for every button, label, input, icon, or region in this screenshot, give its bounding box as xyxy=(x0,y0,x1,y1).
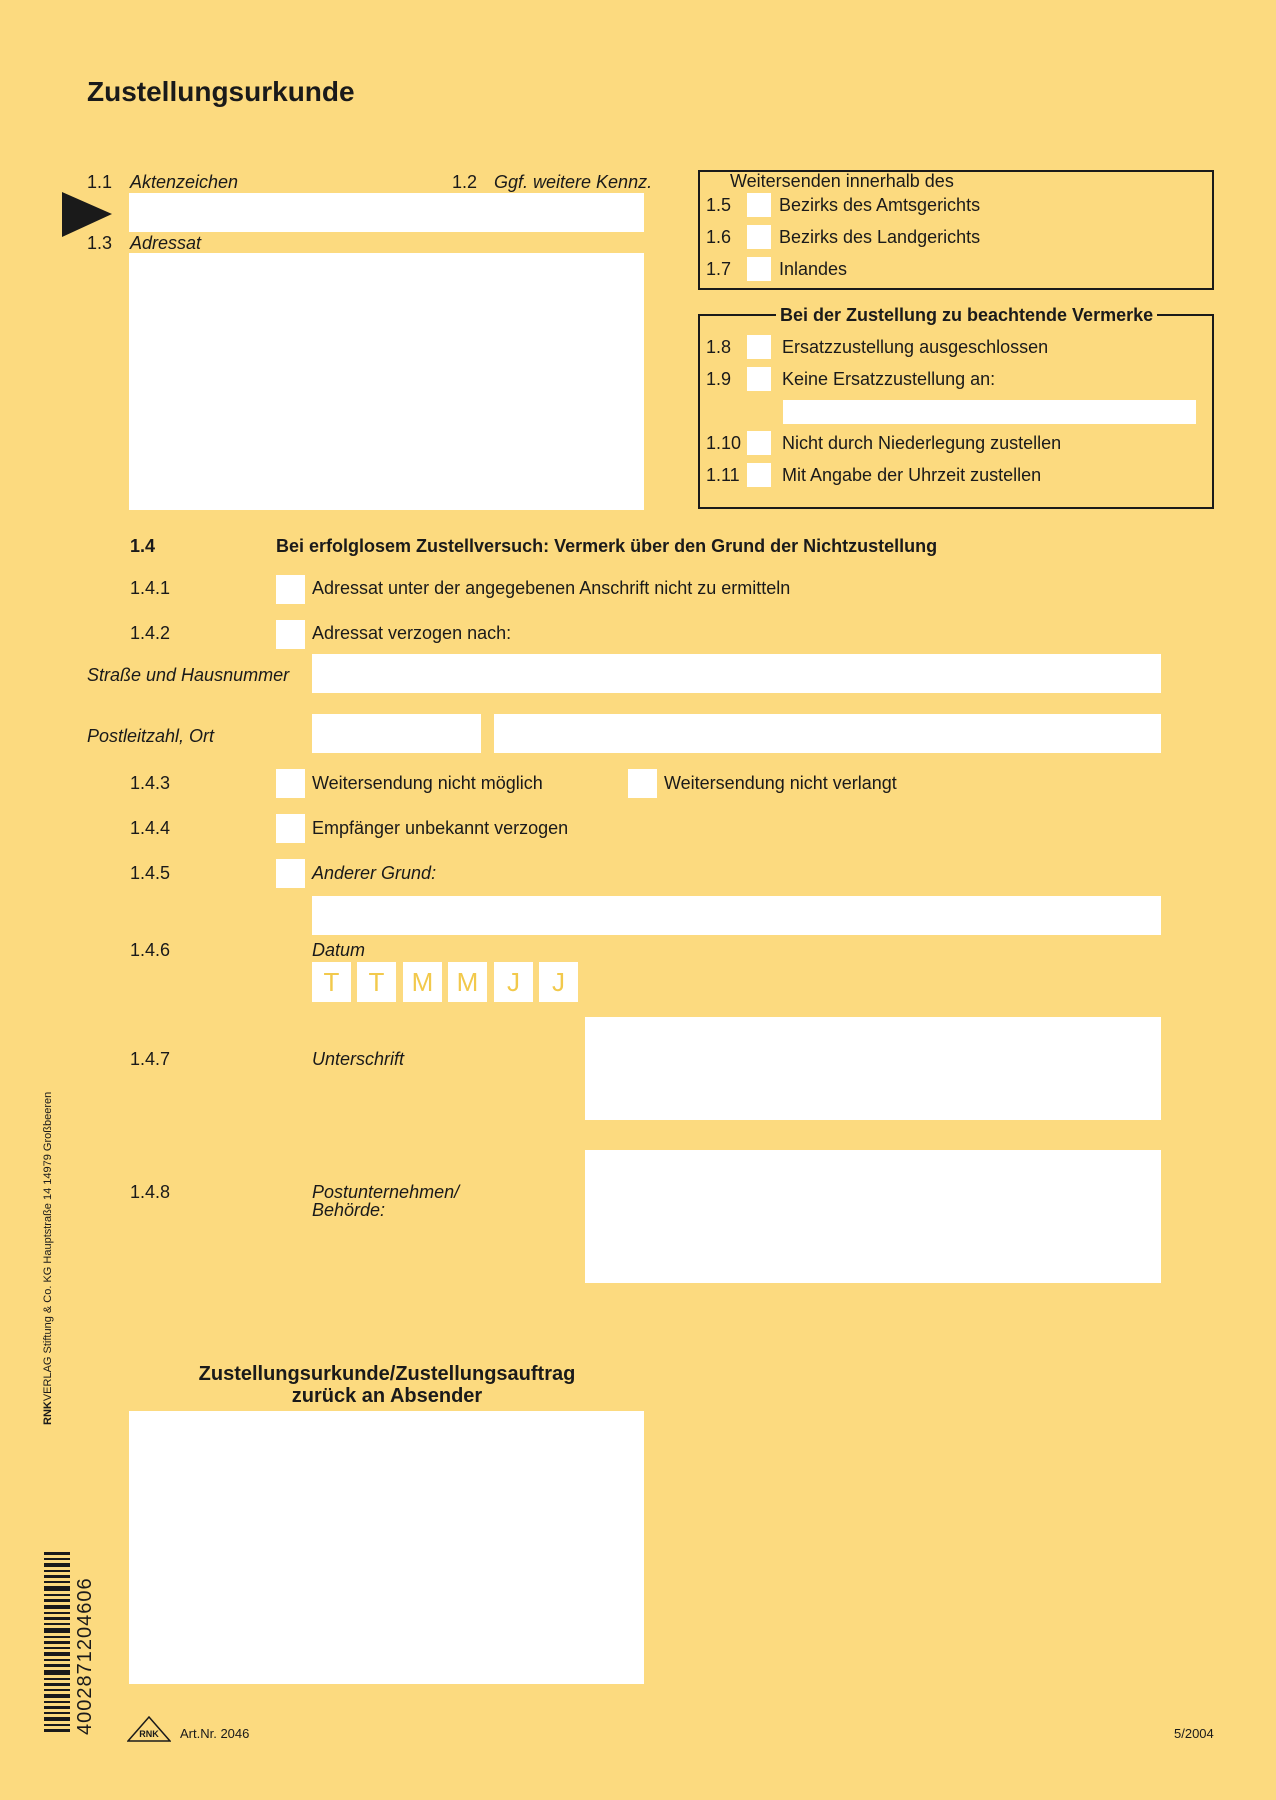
form-title: Zustellungsurkunde xyxy=(87,76,355,107)
field-1-1-number: 1.1 xyxy=(87,172,113,192)
field-1-3-label: Adressat xyxy=(130,233,202,253)
option-1-7-label: Inlandes xyxy=(779,259,848,279)
article-number: Art.Nr. 2046 xyxy=(180,1726,250,1741)
option-1-8-label: Ersatzzustellung ausgeschlossen xyxy=(782,337,1049,357)
item-1-4-5-label: Anderer Grund: xyxy=(312,863,437,883)
publisher-imprint-bold: RNK xyxy=(42,1401,54,1425)
option-1-11-checkbox[interactable] xyxy=(747,463,771,487)
street-label: Straße und Hausnummer xyxy=(87,665,290,685)
postal-authority-input[interactable] xyxy=(585,1150,1161,1283)
item-1-4-8-label-line2: Behörde: xyxy=(312,1200,386,1220)
section-1-4-number: 1.4 xyxy=(130,536,156,556)
rnk-logo-text: RNK xyxy=(139,1729,159,1739)
other-reason-input[interactable] xyxy=(312,896,1161,935)
notes-box-title: Bei der Zustellung zu beachtende Vermerke xyxy=(776,305,1157,325)
arrow-marker-icon xyxy=(62,192,112,237)
date-cell-year-1[interactable]: J xyxy=(494,962,533,1002)
rnk-logo-icon xyxy=(127,1716,171,1742)
option-1-7-number: 1.7 xyxy=(706,259,732,279)
option-1-11-label: Mit Angabe der Uhrzeit zustellen xyxy=(782,465,1042,485)
adressat-input[interactable] xyxy=(129,253,644,510)
item-1-4-3a-label: Weitersendung nicht möglich xyxy=(312,773,543,793)
keine-ersatzzustellung-input[interactable] xyxy=(783,400,1196,424)
item-1-4-3a-checkbox[interactable] xyxy=(276,769,305,798)
item-1-4-3b-checkbox[interactable] xyxy=(628,769,657,798)
barcode-number: 4002871204606 xyxy=(74,1577,96,1735)
field-1-2-label: Ggf. weitere Kennz. xyxy=(494,172,653,192)
option-1-6-checkbox[interactable] xyxy=(747,225,771,249)
item-1-4-6-number: 1.4.6 xyxy=(130,940,171,960)
option-1-6-label: Bezirks des Landgerichts xyxy=(779,227,981,247)
option-1-9-label: Keine Ersatzzustellung an: xyxy=(782,369,996,389)
return-heading-line1: Zustellungsurkunde/Zustellungsauftrag xyxy=(198,1363,576,1385)
option-1-10-label: Nicht durch Niederlegung zustellen xyxy=(782,433,1062,453)
street-input[interactable] xyxy=(312,654,1161,693)
item-1-4-2-checkbox[interactable] xyxy=(276,620,305,649)
item-1-4-4-label: Empfänger unbekannt verzogen xyxy=(312,818,569,838)
publisher-imprint-rest: VERLAG Stiftung & Co. KG Hauptstraße 14 14979 Großbeeren xyxy=(42,1091,54,1402)
field-1-2-number: 1.2 xyxy=(452,172,478,192)
option-1-10-number: 1.10 xyxy=(706,433,742,453)
item-1-4-1-checkbox[interactable] xyxy=(276,575,305,604)
city-input[interactable] xyxy=(494,714,1161,753)
item-1-4-5-checkbox[interactable] xyxy=(276,859,305,888)
item-1-4-2-number: 1.4.2 xyxy=(130,623,171,643)
forward-box-title: Weitersenden innerhalb des xyxy=(730,171,954,191)
date-cell-day-2[interactable]: T xyxy=(357,962,396,1002)
return-address-input[interactable] xyxy=(129,1411,644,1684)
item-1-4-1-label: Adressat unter der angegebenen Anschrift nicht zu ermitteln xyxy=(312,578,791,598)
item-1-4-4-checkbox[interactable] xyxy=(276,814,305,843)
signature-input[interactable] xyxy=(585,1017,1161,1120)
option-1-5-checkbox[interactable] xyxy=(747,193,771,217)
item-1-4-5-number: 1.4.5 xyxy=(130,863,171,883)
option-1-7-checkbox[interactable] xyxy=(747,257,771,281)
date-cell-month-2[interactable]: M xyxy=(448,962,487,1002)
option-1-9-checkbox[interactable] xyxy=(747,367,771,391)
date-cell-month-1[interactable]: M xyxy=(403,962,442,1002)
option-1-11-number: 1.11 xyxy=(706,465,740,485)
option-1-10-checkbox[interactable] xyxy=(747,431,771,455)
aktenzeichen-input[interactable] xyxy=(129,193,644,232)
edition-date: 5/2004 xyxy=(1174,1726,1214,1741)
option-1-8-checkbox[interactable] xyxy=(747,335,771,359)
option-1-9-number: 1.9 xyxy=(706,369,732,389)
item-1-4-2-label: Adressat verzogen nach: xyxy=(312,623,512,643)
publisher-imprint xyxy=(42,1092,54,1425)
item-1-4-3b-label: Weitersendung nicht verlangt xyxy=(664,773,897,793)
option-1-5-number: 1.5 xyxy=(706,195,732,215)
item-1-4-8-label-line1: Postunternehmen/ xyxy=(312,1182,460,1202)
postcode-input[interactable] xyxy=(312,714,481,753)
date-cell-day-1[interactable]: T xyxy=(312,962,351,1002)
item-1-4-6-label: Datum xyxy=(312,940,366,960)
option-1-8-number: 1.8 xyxy=(706,337,732,357)
item-1-4-4-number: 1.4.4 xyxy=(130,818,171,838)
item-1-4-3-number: 1.4.3 xyxy=(130,773,171,793)
item-1-4-8-number: 1.4.8 xyxy=(130,1182,171,1202)
item-1-4-7-label: Unterschrift xyxy=(312,1049,405,1069)
option-1-6-number: 1.6 xyxy=(706,227,732,247)
date-cell-year-2[interactable]: J xyxy=(539,962,578,1002)
option-1-5-label: Bezirks des Amtsgerichts xyxy=(779,195,981,215)
postcode-city-label: Postleitzahl, Ort xyxy=(87,726,215,746)
section-1-4-title: Bei erfolglosem Zustellversuch: Vermerk über den Grund der Nichtzustellung xyxy=(276,536,938,556)
item-1-4-7-number: 1.4.7 xyxy=(130,1049,171,1069)
return-heading-line2: zurück an Absender xyxy=(291,1385,483,1407)
field-1-3-number: 1.3 xyxy=(87,233,113,253)
field-1-1-label: Aktenzeichen xyxy=(130,172,239,192)
barcode-icon xyxy=(44,1552,70,1732)
item-1-4-1-number: 1.4.1 xyxy=(130,578,171,598)
